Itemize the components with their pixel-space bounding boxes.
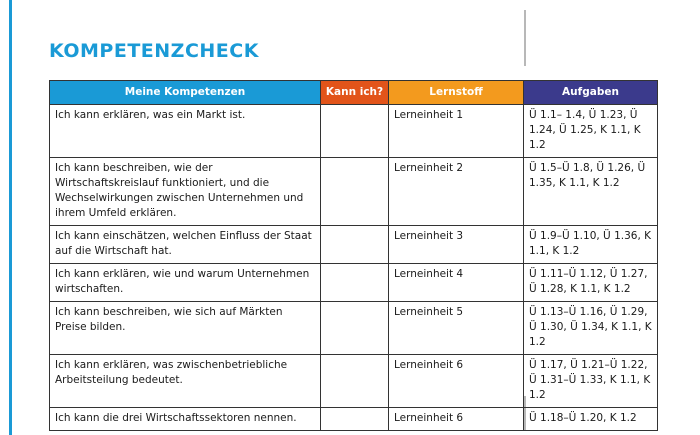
- kann-ich-checkbox-cell[interactable]: [321, 408, 389, 431]
- kompetenz-cell: Ich kann beschreiben, wie der Wirtschaftskreislauf funktioniert, und die Wechselwirkungen zwischen Unternehmen und ihrem Umfeld erklären.: [50, 158, 321, 226]
- kann-ich-checkbox-cell[interactable]: [321, 355, 389, 408]
- table-row: [50, 408, 658, 431]
- table-row: [50, 355, 658, 408]
- competence-table: [49, 80, 658, 431]
- table-row: [50, 264, 658, 302]
- kann-ich-checkbox-cell[interactable]: [321, 264, 389, 302]
- lernstoff-cell: Lerneinheit 5: [389, 302, 524, 355]
- kompetenz-cell: Ich kann erklären, wie und warum Unternehmen wirtschaften.: [50, 264, 321, 302]
- lernstoff-cell: Lerneinheit 6: [389, 408, 524, 431]
- left-accent-bar: [9, 0, 12, 435]
- aufgaben-cell: Ü 1.11–Ü 1.12, Ü 1.27, Ü 1.28, K 1.1, K 1.2: [524, 264, 658, 302]
- kompetenz-cell: Ich kann erklären, was zwischenbetriebliche Arbeitsteilung bedeutet.: [50, 355, 321, 408]
- lernstoff-cell: Lerneinheit 3: [389, 226, 524, 264]
- kann-ich-checkbox-cell[interactable]: [321, 226, 389, 264]
- lernstoff-cell: Lerneinheit 4: [389, 264, 524, 302]
- kann-ich-checkbox-cell[interactable]: [321, 158, 389, 226]
- aufgaben-cell: Ü 1.13–Ü 1.16, Ü 1.29, Ü 1.30, Ü 1.34, K 1.1, K 1.2: [524, 302, 658, 355]
- lernstoff-cell: Lerneinheit 1: [389, 105, 524, 158]
- page-title: KOMPETENZCHECK: [49, 40, 259, 62]
- aufgaben-cell: Ü 1.18–Ü 1.20, K 1.2: [524, 408, 658, 431]
- kann-ich-checkbox-cell[interactable]: [321, 105, 389, 158]
- kompetenz-cell: Ich kann erklären, was ein Markt ist.: [50, 105, 321, 158]
- aufgaben-cell: Ü 1.9–Ü 1.10, Ü 1.36, K 1.1, K 1.2: [524, 226, 658, 264]
- table-row: [50, 105, 658, 158]
- kann-ich-checkbox-cell[interactable]: [321, 302, 389, 355]
- kompetenz-cell: Ich kann beschreiben, wie sich auf Märkten Preise bilden.: [50, 302, 321, 355]
- column-header-aufgaben: Aufgaben: [524, 81, 658, 105]
- table-row: [50, 158, 658, 226]
- kompetenz-cell: Ich kann einschätzen, welchen Einfluss der Staat auf die Wirtschaft hat.: [50, 226, 321, 264]
- column-header-kann-ich: Kann ich?: [321, 81, 389, 105]
- top-divider-line: [524, 10, 526, 66]
- kompetenz-cell: Ich kann die drei Wirtschaftssektoren nennen.: [50, 408, 321, 431]
- aufgaben-cell: Ü 1.1– 1.4, Ü 1.23, Ü 1.24, Ü 1.25, K 1.1, K 1.2: [524, 105, 658, 158]
- column-header-lernstoff: Lernstoff: [389, 81, 524, 105]
- lernstoff-cell: Lerneinheit 2: [389, 158, 524, 226]
- table-row: [50, 226, 658, 264]
- aufgaben-cell: Ü 1.5–Ü 1.8, Ü 1.26, Ü 1.35, K 1.1, K 1.2: [524, 158, 658, 226]
- column-header-kompetenzen: Meine Kompetenzen: [50, 81, 321, 105]
- lernstoff-cell: Lerneinheit 6: [389, 355, 524, 408]
- table-header-row: [50, 81, 658, 105]
- aufgaben-cell: Ü 1.17, Ü 1.21–Ü 1.22, Ü 1.31–Ü 1.33, K 1.1, K 1.2: [524, 355, 658, 408]
- table-row: [50, 302, 658, 355]
